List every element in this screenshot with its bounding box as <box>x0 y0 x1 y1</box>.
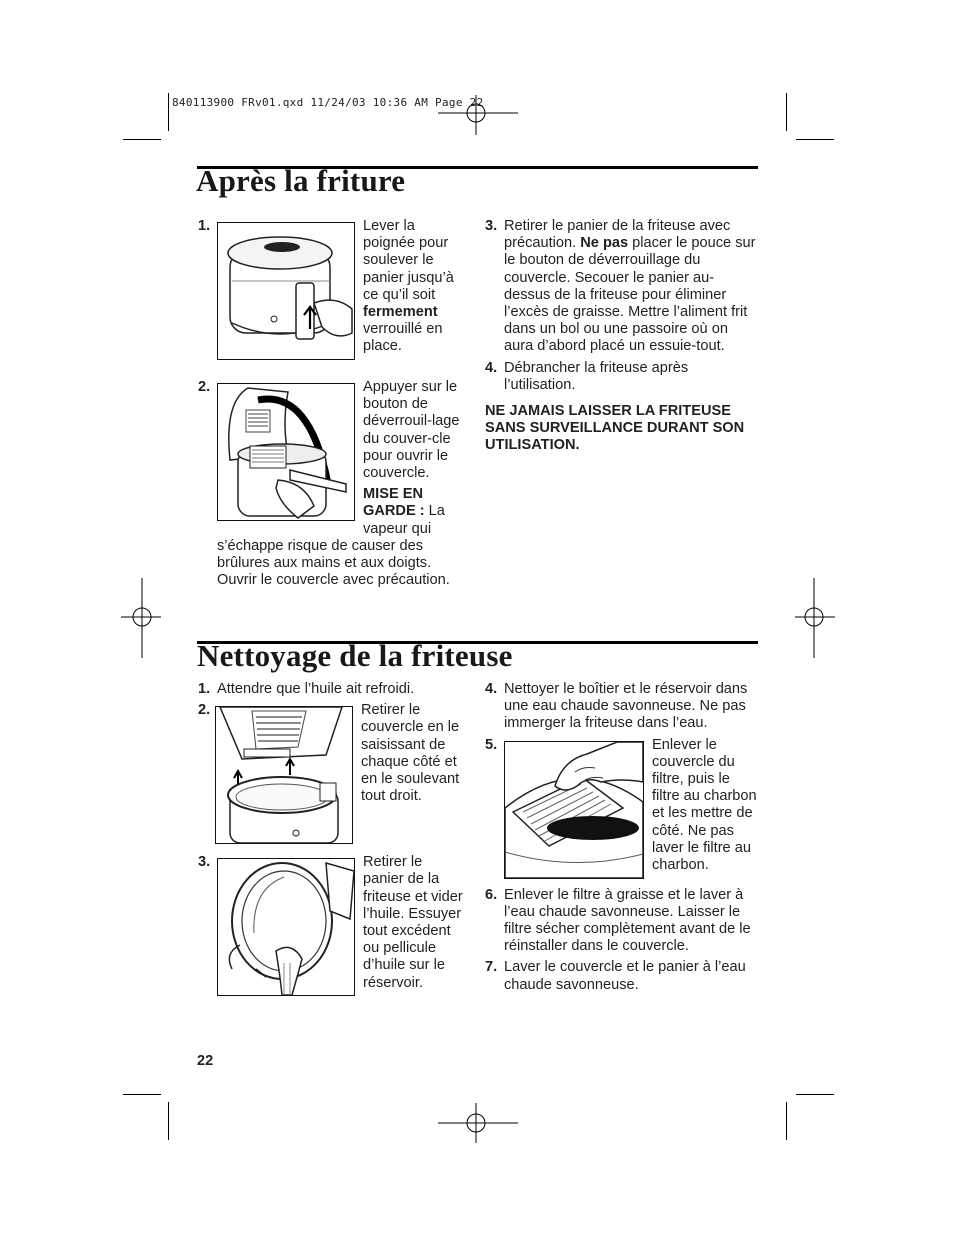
crop-mark-tr-v <box>786 93 787 131</box>
crop-mark-tl-v <box>168 93 169 131</box>
step-number: 3. <box>485 218 498 234</box>
step-text: Retirer le panier de la friteuse avec précaution. <box>504 218 731 252</box>
print-slug: 840113900 FRv01.qxd 11/24/03 10:36 AM Page 22 <box>172 96 484 109</box>
crop-mark-br-h <box>796 1094 834 1095</box>
step-text: Enlever le filtre à graisse et le laver à l’eau chaude savonneuse. Laisser le filtre sécher complètement avant de le réinstaller dans le couvercle. <box>504 886 751 955</box>
step-text: verrouillé en place. <box>363 321 443 355</box>
nettoyage-step-3 <box>198 854 466 992</box>
step-number: 5. <box>485 736 498 753</box>
nettoyage-left-column <box>198 681 466 1002</box>
safety-warning: NE JAMAIS LAISSER LA FRITEUSE SANS SURVEILLANCE DURANT SON UTILISATION. <box>485 403 745 454</box>
step-text: Retirer le couvercle en le saisissant de chaque côté et en le soulevant tout droit. <box>361 702 460 805</box>
section-title-apres: Après la friture <box>196 163 406 198</box>
nettoyage-step-5 <box>485 737 757 875</box>
apres-step-1 <box>198 218 466 356</box>
step-text: Retirer le panier de la friteuse et vider l’huile. Essuyer tout excédent ou pellicule d’huile sur le réservoir. <box>363 854 463 991</box>
nettoyage-step-6 <box>485 887 757 956</box>
apres-step-2 <box>198 379 466 589</box>
registration-mark-left <box>121 578 161 658</box>
step-number: 3. <box>198 854 211 871</box>
step-text: Lever la poignée pour soulever le panier jusqu’à ce qu’il soit <box>363 218 454 303</box>
remove-lid-illustration <box>215 706 353 844</box>
step-number: 7. <box>485 959 498 976</box>
caution-text: La vapeur qui s’échappe risque de causer des brûlures aux mains et aux doigts. Ouvrir le couvercle avec précaution. <box>217 503 450 589</box>
step-number: 6. <box>485 886 498 903</box>
apres-left-column <box>198 218 466 589</box>
registration-mark-right <box>795 578 835 658</box>
step-text: Nettoyer le boîtier et le réservoir dans une eau chaude savonneuse. Ne pas immerger la friteuse dans l’eau. <box>504 681 748 732</box>
step-text: Laver le couvercle et le panier à l’eau chaude savonneuse. <box>504 959 746 993</box>
step-text: placer le pouce sur le bouton de déverrouillage du couvercle. Secouer le panier au-dessus de la friteuse pour éliminer l’excès de graisse. Mettre l’aliment frit dans un bol ou une passoire où on aura d’abord placé un essuie-tout. <box>504 235 756 355</box>
nettoyage-right-column <box>485 681 757 994</box>
crop-mark-bl-v <box>168 1102 169 1140</box>
apres-step-3 <box>485 218 757 356</box>
crop-mark-br-v <box>786 1102 787 1140</box>
crop-mark-tr-h <box>796 139 834 140</box>
nettoyage-step-7 <box>485 959 757 993</box>
step-emphasis: fermement <box>363 304 438 321</box>
step-number: 4. <box>485 681 498 697</box>
fryer-lift-basket-illustration <box>217 222 355 360</box>
registration-mark-top <box>438 95 518 135</box>
step-number: 1. <box>198 218 211 234</box>
pour-oil-illustration <box>217 858 355 996</box>
step-number: 1. <box>198 681 211 697</box>
remove-filter-illustration <box>504 741 644 879</box>
step-number: 2. <box>198 702 211 719</box>
crop-mark-tl-h <box>123 139 161 140</box>
step-number: 2. <box>198 379 211 395</box>
step-number: 4. <box>485 359 498 376</box>
step-text: Appuyer sur le bouton de déverrouil-lage du couver-cle pour ouvrir le couvercle. <box>363 379 460 482</box>
nettoyage-step-2 <box>198 702 466 805</box>
step-text: Débrancher la friteuse après l’utilisation. <box>504 359 689 393</box>
apres-right-column <box>485 218 757 455</box>
fryer-open-lid-illustration <box>217 383 355 521</box>
step-emphasis: Ne pas <box>580 235 629 252</box>
nettoyage-step-1 <box>198 681 466 698</box>
step-text: Enlever le couvercle du filtre, puis le filtre au charbon et les mettre de côté. Ne pas laver le filtre au charbon. <box>652 736 757 874</box>
caution-label: MISE EN GARDE : <box>363 486 425 520</box>
step-text: Attendre que l’huile ait refroidi. <box>217 681 415 697</box>
registration-mark-bottom <box>438 1103 518 1143</box>
page-number: 22 <box>197 1053 214 1069</box>
apres-step-4 <box>485 360 757 394</box>
section-title-nettoyage: Nettoyage de la friteuse <box>197 638 513 673</box>
nettoyage-step-4 <box>485 681 757 733</box>
crop-mark-bl-h <box>123 1094 161 1095</box>
